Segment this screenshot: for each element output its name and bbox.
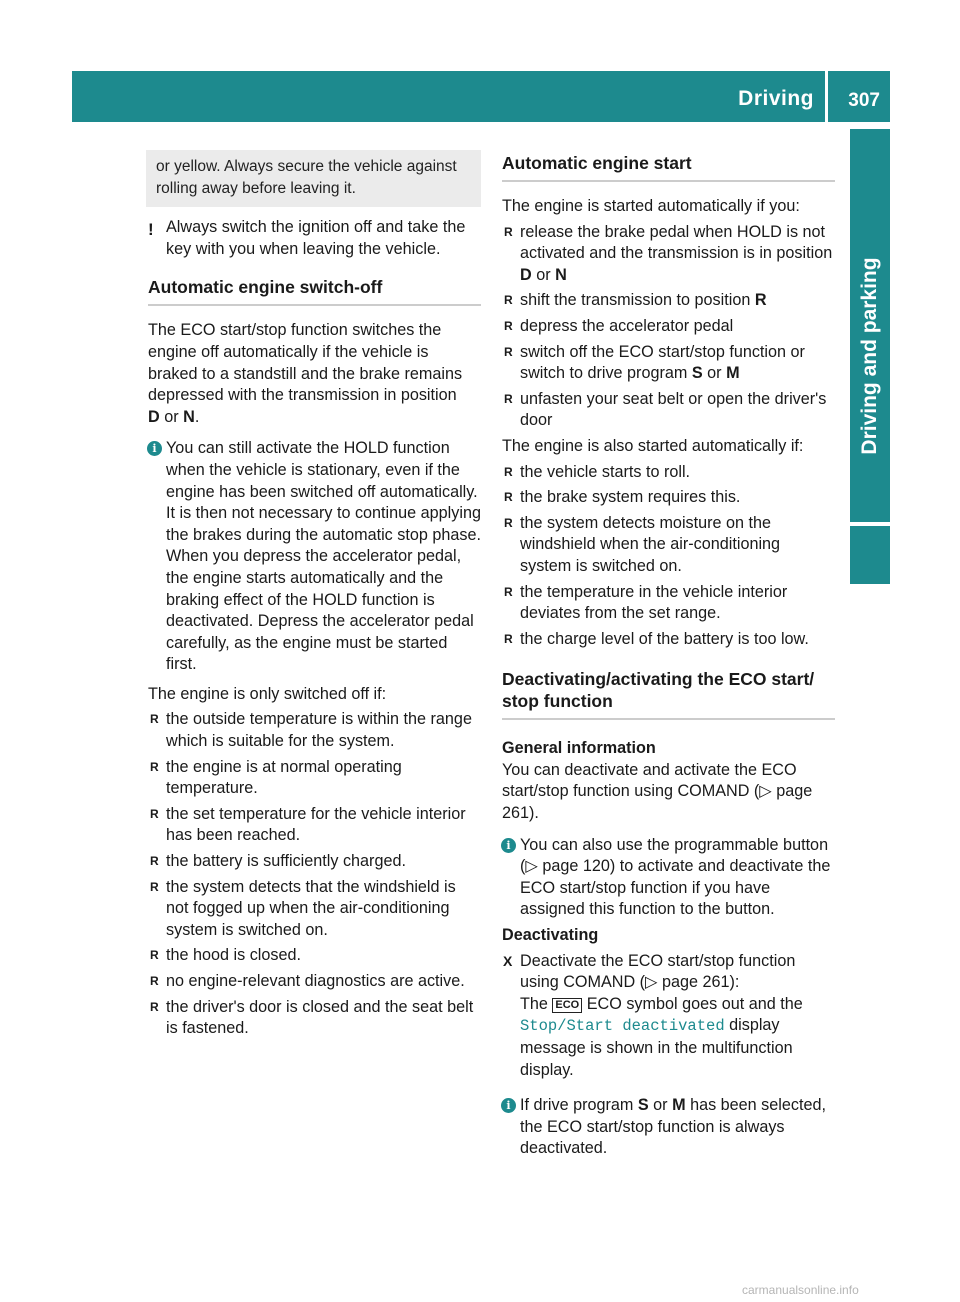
header-bar (72, 71, 890, 122)
bullet-icon: R (504, 344, 513, 359)
list-item (502, 487, 835, 509)
display-message: Stop/Start deactivated (520, 1017, 725, 1036)
note-text-part: If drive program (520, 1096, 634, 1115)
list-item-or: or (536, 265, 551, 284)
bullet-icon: R (504, 318, 513, 333)
heading-switch-off: Automatic engine switch-off (148, 276, 481, 306)
info-note-button (502, 835, 835, 921)
header-separator (825, 71, 828, 122)
info-icon: i (501, 1098, 516, 1113)
left-column (148, 150, 481, 1044)
list-item (148, 804, 481, 847)
switch-off-intro (148, 320, 481, 428)
list-item-text: the battery is sufficiently charged. (166, 852, 406, 871)
conditions-intro: The engine is only switched off if: (148, 684, 387, 703)
position-n: N (183, 407, 195, 426)
info-note-drive-program (502, 1095, 835, 1160)
list-item-text: unfasten your seat belt or open the driver's door (520, 389, 827, 430)
program-m: M (726, 364, 740, 383)
step-text-part: Deactivate the ECO start/stop function using COMAND (▷ page 261): (520, 951, 796, 992)
program-s: S (691, 364, 703, 383)
list-item (502, 582, 835, 625)
bullet-icon: R (504, 631, 513, 646)
list-item (148, 945, 481, 967)
list-item (502, 222, 835, 287)
list-item (502, 316, 835, 338)
list-item (148, 851, 481, 873)
list-item-text: the charge level of the battery is too low. (520, 629, 809, 648)
bullet-icon: R (504, 490, 513, 505)
eco-symbol-icon: ECO (552, 998, 582, 1013)
info-note-hold-text: You can still activate the HOLD function when the vehicle is stationary, even if the engine has been switched off automatically. It is then not necessary to continue applying the brakes during the automatic stop phase. When you depress the accelerator pedal, the engine starts automatically and the braking effect of the HOLD function is deactivated. Depress the accelerator pedal carefully, as the engine must be started first. (166, 439, 481, 674)
step-text (520, 951, 835, 1082)
info-note-button-text: You can also use the programmable button (▷ page 120) to activate and deactivate the ECO start/stop function if you have assigned this function to the button. (520, 835, 831, 919)
right-column (502, 150, 835, 1160)
step-text-part: display message is shown in the multifunction display. (520, 1016, 793, 1079)
bullet-icon: R (504, 464, 513, 479)
list-item (502, 513, 835, 578)
list-item (502, 389, 835, 432)
list-item (148, 997, 481, 1040)
bullet-icon: R (150, 879, 159, 894)
bullet-icon: R (150, 999, 159, 1014)
bullet-icon: R (150, 948, 159, 963)
page-number: 307 (848, 90, 880, 111)
warning-note (148, 217, 481, 260)
start-intro: The engine is started automatically if you: (502, 197, 800, 215)
list-item (502, 629, 835, 651)
heading-engine-start: Automatic engine start (502, 152, 835, 182)
list-item-text: the driver's door is closed and the seat belt is fastened. (166, 997, 474, 1038)
conditions-list (148, 709, 481, 1039)
chapter-tab-block (850, 526, 890, 584)
info-icon: i (501, 838, 516, 853)
list-item-text: the outside temperature is within the range which is suitable for the system. (166, 710, 472, 751)
intro-end: . (194, 407, 200, 426)
position-d: D (520, 265, 532, 284)
list-item-text: shift the transmission to position (520, 291, 751, 310)
warning-icon: ! (148, 220, 154, 240)
bullet-icon: R (150, 806, 159, 821)
list-item-text: the system detects that the windshield is not fogged up when the air-conditioning system is switched on. (166, 877, 456, 939)
list-item-text: the set temperature for the vehicle interior has been reached. (166, 804, 466, 845)
intro-text: The ECO start/stop function switches the engine off automatically if the vehicle is braked to a standstill and the brake remains depressed with the transmission in position (148, 321, 463, 405)
position-r: R (754, 291, 767, 310)
list-item-text: depress the accelerator pedal (520, 316, 734, 335)
watermark: carmanualsonline.info (742, 1283, 859, 1297)
program-s: S (637, 1096, 649, 1115)
bullet-icon: R (150, 759, 159, 774)
chapter-label: Driving and parking (858, 257, 882, 455)
list-item (148, 877, 481, 942)
heading-deactivate: Deactivating/activating the ECO start/ stop function (502, 668, 835, 720)
also-intro: The engine is also started automatically if: (502, 436, 804, 455)
list-item (502, 342, 835, 385)
bullet-icon: R (150, 712, 159, 727)
list-item (148, 971, 481, 993)
list-item-text: no engine-relevant diagnostics are active. (166, 972, 465, 990)
bullet-icon: R (504, 224, 513, 239)
list-item-text: the system detects moisture on the windshield when the air-conditioning system is switched on. (520, 513, 781, 575)
list-item-text: the engine is at normal operating temperature. (166, 757, 402, 798)
info-icon: i (147, 441, 162, 456)
intro-or: or (164, 407, 179, 426)
deactivating-heading: Deactivating (502, 926, 599, 945)
start-list (502, 222, 835, 432)
info-note-hold (148, 438, 481, 676)
position-n: N (555, 265, 567, 284)
warning-note-text: Always switch the ignition off and take the key with you when leaving the vehicle. (166, 218, 466, 258)
grey-note-box (146, 150, 481, 207)
list-item (502, 462, 835, 484)
general-info-heading: General information (502, 739, 656, 758)
list-item-text: switch off the ECO start/stop function or switch to drive program (520, 342, 805, 383)
note-text-part: has been selected, the ECO start/stop function is always deactivated. (520, 1096, 826, 1158)
general-info-text: You can deactivate and activate the ECO start/stop function using COMAND (▷ page 261). (502, 760, 813, 823)
step-x-icon: X (503, 952, 513, 969)
list-item-or: or (707, 364, 722, 383)
list-item (148, 709, 481, 752)
step-deactivate (502, 951, 835, 1082)
chapter-side-tab (850, 129, 890, 583)
bullet-icon: R (504, 293, 513, 308)
position-d: D (148, 407, 160, 426)
also-list (502, 462, 835, 651)
bullet-icon: R (504, 515, 513, 530)
list-item-text: the brake system requires this. (520, 488, 741, 507)
list-item (148, 757, 481, 800)
chapter-tab-divider (850, 522, 890, 526)
program-m: M (672, 1096, 686, 1115)
bullet-icon: R (150, 854, 159, 869)
step-text-part: ECO symbol goes out and the (586, 994, 803, 1013)
step-text-part: The (520, 994, 548, 1013)
list-item-text: the temperature in the vehicle interior deviates from the set range. (520, 582, 788, 623)
list-item-text: release the brake pedal when HOLD is not activated and the transmission is in position (520, 222, 833, 263)
info-note-drive-program-text (520, 1095, 835, 1160)
section-title: Driving (738, 87, 814, 110)
bullet-icon: R (504, 391, 513, 406)
list-item (502, 290, 835, 312)
bullet-icon: R (150, 974, 159, 988)
list-item-text: the vehicle starts to roll. (520, 462, 691, 481)
bullet-icon: R (504, 584, 513, 599)
list-item-text: the hood is closed. (166, 946, 301, 965)
grey-note-text: or yellow. Always secure the vehicle against rolling away before leaving it. (156, 158, 457, 197)
note-text-part: or (653, 1096, 668, 1115)
